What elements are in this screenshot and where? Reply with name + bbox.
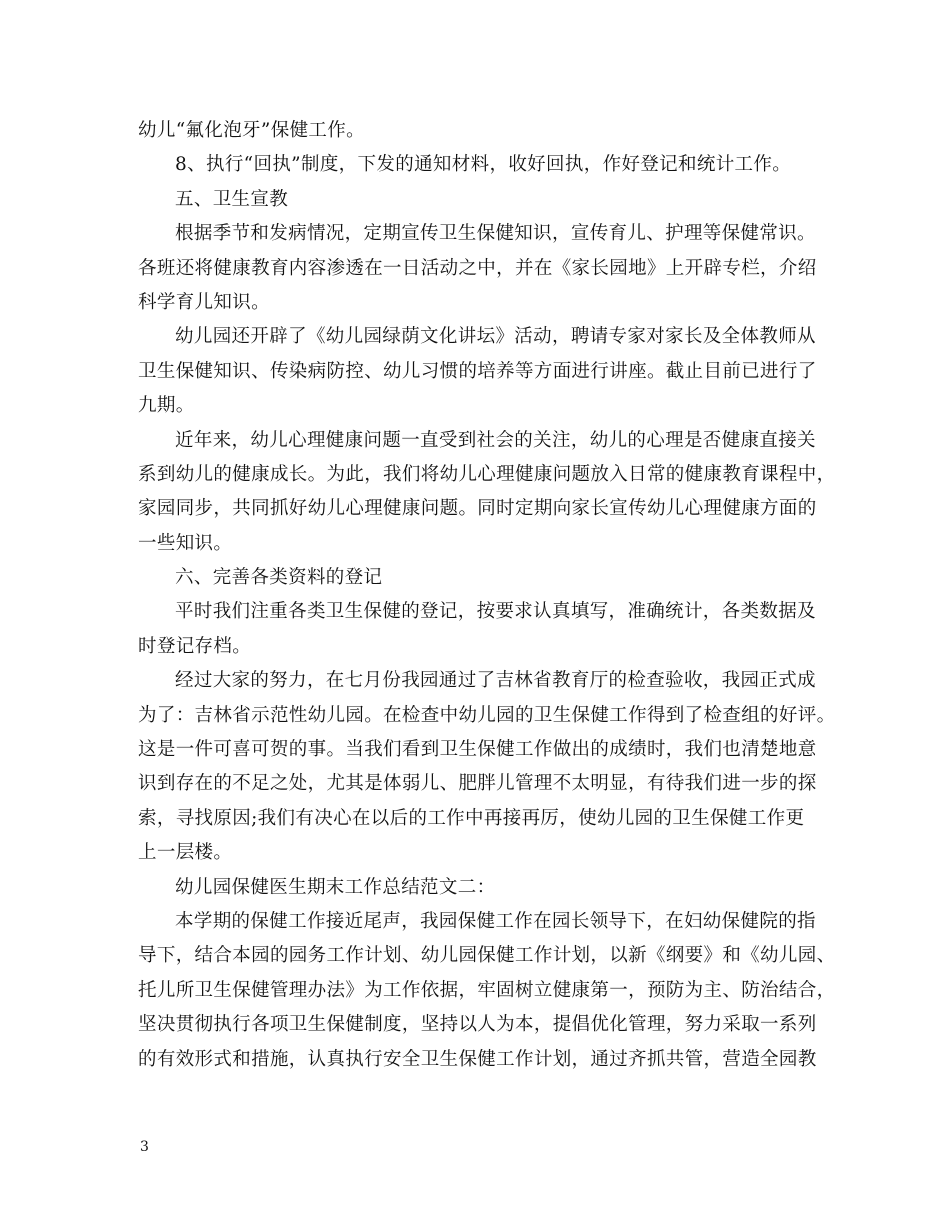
text-line: 各班还将健康教育内容渗透在一日活动之中，并在《家长园地》上开辟专栏，介绍 [138, 257, 817, 279]
text-line: 幼儿园保健医生期末工作总结范文二： [175, 876, 496, 898]
text-line: 坚决贯彻执行各项卫生保健制度，坚持以人为本，提倡优化管理，努力采取一系列 [138, 1014, 817, 1036]
text-line: 卫生保健知识、传染病防控、幼儿习惯的培养等方面进行讲座。截止目前已进行了 [138, 360, 817, 382]
text-line: 近年来，幼儿心理健康问题一直受到社会的关注，幼儿的心理是否健康直接关 [175, 429, 816, 451]
text-line: 幼儿园还开辟了《幼儿园绿荫文化讲坛》活动，聘请专家对家长及全体教师从 [175, 326, 816, 348]
text-line: 上一层楼。 [138, 842, 233, 864]
text-line: 经过大家的努力，在七月份我园通过了吉林省教育厅的检查验收，我园正式成 [175, 670, 816, 692]
page-number: 3 [140, 1139, 149, 1155]
text-line: 九期。 [138, 395, 195, 417]
text-line: 五、卫生宣教 [175, 188, 289, 210]
text-line: 六、完善各类资料的登记 [175, 567, 383, 589]
text-line: 家园同步，共同抓好幼儿心理健康问题。同时定期向家长宣传幼儿心理健康方面的 [138, 498, 817, 520]
text-line: 一些知识。 [138, 532, 233, 554]
text-line: 为了：吉林省示范性幼儿园。在检查中幼儿园的卫生保健工作得到了检查组的好评。 [138, 704, 836, 726]
document-body [138, 114, 836, 1077]
text-line: 科学育儿知识。 [138, 291, 270, 313]
text-line: 识到存在的不足之处，尤其是体弱儿、肥胖儿管理不太明显，有待我们进一步的探 [138, 773, 817, 795]
text-line: 这是一件可喜可贺的事。当我们看到卫生保健工作做出的成绩时，我们也清楚地意 [138, 739, 817, 761]
text-line: 平时我们注重各类卫生保健的登记，按要求认真填写，准确统计，各类数据及 [175, 601, 816, 623]
text-line: 时登记存档。 [138, 635, 252, 657]
text-line: 导下，结合本园的园务工作计划、幼儿园保健工作计划，以新《纲要》和《幼儿园、 [138, 945, 836, 967]
text-line: 根据季节和发病情况，定期宣传卫生保健知识，宣传育儿、护理等保健常识。 [175, 223, 816, 245]
text-line: 8、执行“回执”制度，下发的通知材料，收好回执，作好登记和统计工作。 [175, 154, 792, 176]
text-line: 本学期的保健工作接近尾声，我园保健工作在园长领导下，在妇幼保健院的指 [175, 910, 816, 932]
text-line: 幼儿“氟化泡牙”保健工作。 [138, 120, 365, 141]
text-line: 托儿所卫生保健管理办法》为工作依据，牢固树立健康第一，预防为主、防治结合， [138, 979, 836, 1001]
text-line: 的有效形式和措施，认真执行安全卫生保健工作计划，通过齐抓共管，营造全园教 [138, 1048, 817, 1070]
text-line: 系到幼儿的健康成长。为此，我们将幼儿心理健康问题放入日常的健康教育课程中， [138, 463, 836, 485]
text-line: 索，寻找原因;我们有决心在以后的工作中再接再厉，使幼儿园的卫生保健工作更 [138, 807, 805, 829]
